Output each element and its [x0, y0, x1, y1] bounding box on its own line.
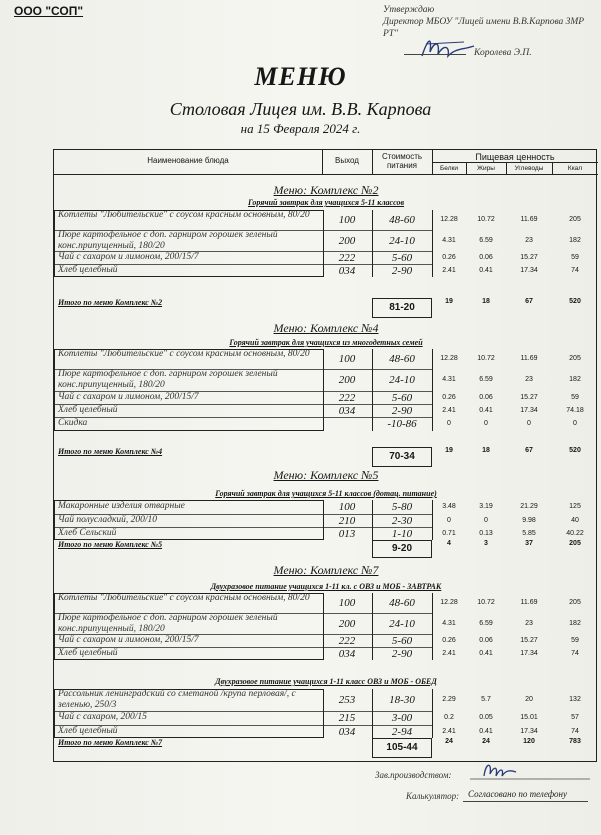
dish-price: 2-90	[391, 264, 413, 277]
dish-name: Хлеб целебный	[58, 648, 118, 658]
header-fat: Жиры	[477, 165, 495, 172]
total-c: 67	[525, 447, 533, 454]
nutrition-p: 2.41	[442, 266, 456, 274]
nutrition-k: 125	[569, 503, 581, 510]
dish-output: 100	[338, 501, 356, 513]
nutrition-c: 15.27	[520, 636, 538, 644]
dish-output: 100	[338, 597, 356, 609]
nutrition-p: 0.26	[442, 636, 456, 644]
column-divider	[432, 500, 433, 540]
nutrition-f: 3.19	[479, 503, 493, 510]
nutrition-c: 23	[525, 619, 533, 627]
dish-output: 034	[338, 404, 356, 417]
header-divider	[54, 174, 598, 175]
dish-name: Хлеб Сельский	[58, 528, 117, 538]
column-divider	[372, 349, 373, 431]
nutrition-k: 205	[569, 355, 581, 362]
column-divider	[432, 689, 433, 738]
dish-name: Котлеты "Любительские" с соусом красным основным, 80/20	[58, 593, 310, 603]
total-price-box	[372, 540, 432, 558]
nutrition-c: 17.34	[520, 649, 538, 657]
nutrition-f: 0	[484, 516, 488, 524]
column-divider	[372, 593, 373, 660]
column-divider	[372, 210, 373, 277]
total-label: Итого по меню Комплекс №5	[58, 540, 163, 549]
dish-price: 48-60	[389, 214, 415, 226]
nutrition-p: 0.2	[444, 714, 454, 721]
section-subtitle: Горячий завтрак для учащихся из многодетных семей	[229, 338, 423, 347]
total-row	[54, 738, 598, 758]
dish-output: 034	[338, 725, 356, 738]
nutrition-c: 23	[525, 376, 533, 383]
nutrition-p: 2.41	[442, 727, 456, 735]
total-k: 520	[569, 447, 581, 454]
approval-block	[383, 4, 598, 40]
dish-output: 222	[338, 634, 356, 647]
dish-price: 48-60	[389, 353, 415, 365]
total-c: 67	[525, 298, 533, 305]
section-title: Меню: Комплекс №4	[273, 321, 379, 335]
nutrition-k: 132	[569, 696, 581, 703]
nutrition-c: 23	[525, 236, 533, 244]
dish-output: 100	[338, 353, 356, 365]
nutrition-k: 74	[571, 727, 579, 735]
total-p: 19	[445, 298, 453, 305]
dish-output: 200	[338, 234, 356, 247]
dish-output: 013	[338, 527, 356, 540]
nutrition-p: 2.29	[442, 696, 456, 703]
nutrition-p: 0.26	[442, 393, 456, 401]
nutrition-p: 0.26	[442, 253, 456, 261]
nutrition-c: 11.69	[520, 599, 538, 606]
approval-line: Утверждаю	[383, 5, 435, 15]
nutrition-c: 9.98	[522, 516, 536, 524]
nutrition-f: 0.41	[479, 406, 493, 414]
nutrition-p: 0	[447, 420, 451, 427]
nutrition-k: 0	[573, 420, 577, 427]
section-box	[54, 500, 324, 540]
section-subtitle: Горячий завтрак для учащихся 5-11 классов (дотац. питание)	[215, 489, 437, 498]
total-label: Итого по меню Комплекс №7	[58, 738, 163, 747]
dish-output: 034	[338, 647, 356, 660]
dish-name: Пюре картофельное с доп. гарниром горошек зеленый конс.припущенный, 180/20	[58, 613, 278, 634]
total-k: 783	[569, 738, 581, 745]
header-cost: Стоимость питания	[381, 152, 423, 170]
section-title: Меню: Комплекс №7	[273, 563, 379, 577]
section-box	[54, 349, 324, 431]
dish-price: 1-10	[391, 527, 413, 540]
dish-price: 24-10	[389, 234, 415, 247]
nutrition-f: 5.7	[481, 696, 491, 703]
nutrition-p: 2.41	[442, 649, 456, 657]
total-c: 37	[525, 540, 533, 547]
header-kcal: Ккал	[567, 165, 583, 172]
total-price-box	[372, 298, 432, 318]
total-p: 24	[445, 738, 453, 745]
approval-position-cont: РТ"	[383, 29, 399, 39]
calculator-value: Согласовано по телефону	[468, 789, 567, 799]
header-dish: Наименование блюда	[147, 156, 229, 165]
total-k: 205	[569, 540, 581, 547]
nutrition-p: 0	[447, 516, 451, 524]
column-divider	[432, 349, 433, 431]
dish-name: Чай с сахаром, 200/15	[58, 712, 147, 722]
dish-name: Пюре картофельное с доп. гарниром горошек зеленый конс.припущенный, 180/20	[58, 369, 278, 390]
director-name: Королева Э.П.	[474, 48, 532, 58]
nutrition-f: 6.59	[479, 619, 493, 627]
signature-line	[404, 54, 466, 55]
dish-price: 24-10	[389, 617, 415, 630]
nutrition-k: 74	[571, 266, 579, 274]
nutrition-p: 12.28	[440, 355, 458, 362]
total-price: 9-20	[391, 543, 412, 554]
canteen-name: Столовая Лицея им. В.В. Карпова	[169, 99, 432, 119]
nutrition-f: 10.72	[477, 216, 495, 223]
dish-price: 2-90	[391, 404, 413, 417]
dish-name: Макаронные изделия отварные	[58, 501, 185, 511]
nutrition-k: 182	[569, 376, 581, 383]
header-divider	[322, 150, 323, 174]
dish-price: 5-60	[391, 634, 413, 647]
nutrition-p: 0.71	[442, 529, 456, 537]
nutrition-k: 59	[571, 393, 579, 401]
nutrition-k: 182	[569, 619, 581, 627]
nutrition-k: 205	[569, 216, 581, 223]
nutrition-f: 0.05	[479, 714, 493, 721]
nutrition-c: 21.29	[520, 503, 538, 510]
nutrition-f: 0.41	[479, 727, 493, 735]
nutrition-k: 182	[569, 236, 581, 244]
header-protein: Белки	[440, 165, 458, 172]
total-row	[54, 447, 598, 467]
dish-name: Хлеб целебный	[58, 265, 118, 275]
dish-name: Котлеты "Любительские" с соусом красным основным, 80/20	[58, 349, 310, 359]
dish-name: Рассольник ленинградский со сметаной /крупа перловая/, с зеленью, 250/3	[58, 689, 296, 710]
total-f: 18	[482, 298, 490, 305]
total-f: 3	[484, 540, 488, 547]
nutrition-k: 59	[571, 253, 579, 261]
dish-output: 200	[338, 374, 356, 386]
nutrition-f: 0.06	[479, 253, 493, 261]
nutrition-k: 59	[571, 636, 579, 644]
section-title: Меню: Комплекс №2	[273, 183, 379, 197]
dish-output: 100	[338, 214, 356, 226]
total-p: 19	[445, 447, 453, 454]
dish-price: 5-80	[391, 501, 413, 513]
total-f: 24	[482, 738, 490, 745]
header-divider	[466, 162, 467, 174]
dish-name: Чай с сахаром и лимоном, 200/15/7	[58, 635, 199, 645]
dish-price: 5-60	[391, 391, 413, 404]
dish-output: 253	[338, 694, 356, 706]
nutrition-c: 5.85	[522, 529, 536, 537]
nutrition-k: 40	[571, 516, 579, 524]
total-f: 18	[482, 447, 490, 454]
nutrition-c: 17.34	[520, 406, 538, 414]
producer-signature	[470, 760, 590, 782]
nutrition-c: 15.27	[520, 253, 538, 261]
producer-label: Зав.производством:	[375, 770, 452, 780]
section-subtitle: Двухразовое питание учащихся 1-11 кл. с ОВЗ и МОБ - ЗАВТРАК	[210, 582, 442, 591]
dish-name: Чай с сахаром и лимоном, 200/15/7	[58, 252, 199, 262]
nutrition-f: 0.13	[479, 529, 493, 537]
header-divider	[506, 162, 507, 174]
header-divider	[432, 162, 598, 163]
total-k: 520	[569, 298, 581, 305]
nutrition-c: 17.34	[520, 727, 538, 735]
nutrition-k: 74	[571, 649, 579, 657]
dish-name: Котлеты "Любительские" с соусом красным основным, 80/20	[58, 210, 310, 220]
nutrition-f: 0	[484, 420, 488, 427]
nutrition-c: 11.69	[520, 216, 538, 223]
nutrition-p: 4.31	[442, 236, 456, 244]
total-row	[54, 540, 598, 558]
header-output: Выход	[335, 156, 359, 165]
nutrition-f: 0.41	[479, 266, 493, 274]
nutrition-f: 10.72	[477, 599, 495, 606]
dish-price: 2-30	[391, 514, 413, 527]
dish-price: 5-60	[391, 251, 413, 264]
section-subtitle: Двухразовое питание учащихся 1-11 класс ОВЗ и МОБ - ОБЕД	[215, 677, 437, 686]
dish-name: Чай с сахаром и лимоном, 200/15/7	[58, 392, 199, 402]
column-divider	[372, 500, 373, 540]
total-c: 120	[523, 738, 535, 745]
nutrition-p: 4.31	[442, 376, 456, 383]
nutrition-p: 2.41	[442, 406, 456, 414]
nutrition-p: 4.31	[442, 619, 456, 627]
dish-output: 222	[338, 391, 356, 404]
column-divider	[432, 210, 433, 277]
header-nutrition: Пищевая ценность	[475, 152, 555, 162]
total-label: Итого по меню Комплекс №4	[58, 447, 163, 456]
dish-name: Пюре картофельное с доп. гарниром горошек зеленый конс.припущенный, 180/20	[58, 230, 278, 251]
calculator-label: Калькулятор:	[406, 791, 460, 801]
dish-output: 222	[338, 251, 356, 264]
menu-table	[53, 149, 597, 762]
approval-position: Директор МБОУ "Лицей имени В.В.Карпова ЗМР	[383, 17, 585, 27]
dish-output: 200	[338, 617, 356, 630]
section-box	[54, 210, 324, 277]
dish-price: 18-30	[389, 694, 415, 706]
section-box	[54, 689, 324, 738]
nutrition-f: 0.06	[479, 636, 493, 644]
dish-name: Чай полусладкий, 200/10	[58, 515, 158, 525]
nutrition-k: 205	[569, 599, 581, 606]
column-divider	[372, 689, 373, 738]
dish-price: 2-90	[391, 647, 413, 660]
dish-output: 215	[338, 712, 356, 724]
nutrition-c: 0	[527, 420, 531, 427]
dish-price: 2-94	[391, 725, 413, 738]
total-price-box	[372, 738, 432, 758]
nutrition-c: 15.27	[520, 393, 538, 401]
dish-price: -10-86	[387, 418, 417, 430]
dish-price: 48-60	[389, 597, 415, 609]
dish-name: Хлеб целебный	[58, 405, 118, 415]
section-subtitle: Горячий завтрак для учащихся 5-11 классов	[247, 198, 405, 207]
total-price: 70-34	[389, 451, 415, 462]
nutrition-p: 12.28	[440, 216, 458, 223]
dish-name: Хлеб целебный	[58, 726, 118, 736]
nutrition-c: 17.34	[520, 266, 538, 274]
total-row	[54, 298, 598, 318]
nutrition-f: 6.59	[479, 376, 493, 383]
dish-price: 3-00	[391, 712, 413, 724]
organization: ООО "СОП"	[14, 4, 84, 18]
column-divider	[432, 593, 433, 660]
section-box	[54, 593, 324, 660]
nutrition-c: 11.69	[520, 355, 538, 362]
nutrition-f: 0.06	[479, 393, 493, 401]
header-carbs: Углеводы	[514, 165, 544, 172]
nutrition-k: 57	[571, 714, 579, 721]
nutrition-k: 40.22	[566, 529, 584, 537]
dish-price: 24-10	[389, 374, 415, 386]
section-title: Меню: Комплекс №5	[273, 468, 379, 482]
total-p: 4	[447, 540, 451, 547]
total-price: 105-44	[386, 742, 418, 753]
nutrition-p: 3.48	[442, 503, 456, 510]
menu-date: на 15 Февраля 2024 г.	[240, 121, 361, 136]
total-price-box	[372, 447, 432, 467]
dish-output: 034	[338, 264, 356, 277]
dish-name: Скидка	[58, 418, 88, 428]
header-divider	[372, 150, 373, 174]
nutrition-p: 12.28	[440, 599, 458, 606]
director-signature	[418, 34, 478, 62]
dish-output: 210	[338, 514, 356, 527]
nutrition-f: 10.72	[477, 355, 495, 362]
header-divider	[552, 162, 553, 174]
total-label: Итого по меню Комплекс №2	[58, 298, 163, 307]
nutrition-c: 15.01	[520, 714, 538, 721]
nutrition-f: 6.59	[479, 236, 493, 244]
total-price: 81-20	[389, 302, 415, 313]
calculator-line	[463, 801, 588, 802]
nutrition-c: 20	[525, 696, 533, 703]
nutrition-f: 0.41	[479, 649, 493, 657]
page-title: МЕНЮ	[254, 62, 347, 91]
nutrition-k: 74.18	[566, 406, 584, 414]
